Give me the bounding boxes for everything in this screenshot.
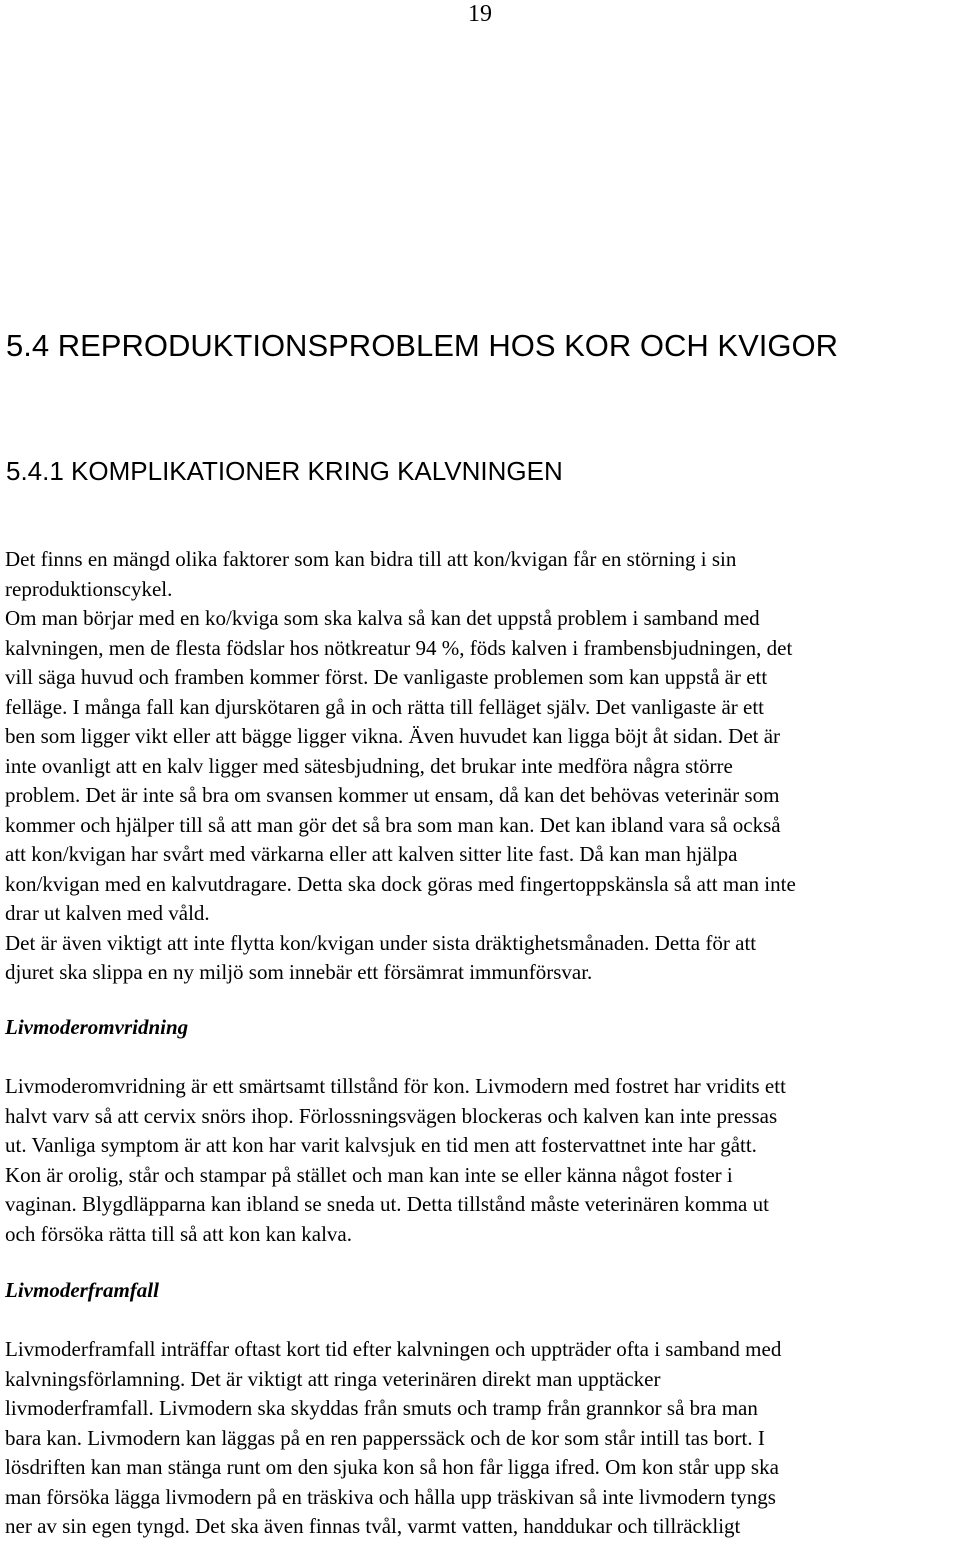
text-line: Det är även viktigt att inte flytta kon/kvigan under sista dräktighetsmånaden. Detta för att xyxy=(5,930,757,955)
text-line: Livmoderomvridning är ett smärtsamt tillstånd för kon. Livmodern med fostret har vridits ett xyxy=(5,1074,786,1098)
text-line: ner av sin egen tyngd. Det ska även finnas tvål, varmt vatten, handdukar och tillräckligt xyxy=(5,1514,741,1538)
text-line: att kon/kvigan har svårt med värkarna eller att kalven sitter lite fast. Då kan man hjälpa xyxy=(5,842,738,866)
text-line: reproduktionscykel. xyxy=(5,576,173,601)
text-line: ut. Vanliga symptom är att kon har varit kalvsjuk en tid men att fostervattnet inte har gått. xyxy=(5,1133,757,1157)
paragraph-livmoderomvridning xyxy=(5,1072,957,1249)
text-line: man försöka lägga livmodern på en träskiva och hålla upp träskivan så inte livmodern tyngs xyxy=(5,1484,776,1509)
text-line: och försöka rätta till så att kon kan kalva. xyxy=(5,1221,352,1246)
subheading-livmoderomvridning: Livmoderomvridning xyxy=(5,1015,189,1039)
text-line: ben som ligger vikt eller att bägge ligger vikna. Även huvudet kan ligga böjt åt sidan. Det är xyxy=(5,724,781,748)
text-line: djuret ska slippa en ny miljö som innebär ett försämrat immunförsvar. xyxy=(5,960,593,984)
text-line: kalvningen, men de flesta födslar hos nötkreatur 94 %, föds kalven i frambensbjudningen, det xyxy=(5,635,793,660)
text-line: felläge. I många fall kan djurskötaren gå in och rätta till felläget själv. Det vanligaste är ett xyxy=(5,694,765,719)
section-heading: 5.4 REPRODUKTIONSPROBLEM HOS KOR OCH KVIGOR xyxy=(6,328,838,363)
page-number: 19 xyxy=(468,1,492,27)
text-line: Kon är orolig, står och stampar på stället och man kan inte se eller känna något foster i xyxy=(5,1162,733,1187)
text-line: inte ovanligt att en kalv ligger med sätesbjudning, det brukar inte medföra några större xyxy=(5,753,733,778)
text-line: livmoderframfall. Livmodern ska skyddas från smuts och tramp från grannkor så bra man xyxy=(5,1396,758,1420)
text-line: bara kan. Livmodern kan läggas på en ren papperssäck och de kor som står intill tas bort. I xyxy=(5,1425,765,1450)
text-line: vaginan. Blygdläpparna kan ibland se sneda ut. Detta tillstånd måste veterinären komma ut xyxy=(5,1192,769,1216)
text-line: drar ut kalven med våld. xyxy=(5,901,210,925)
text-line: kalvningsförlamning. Det är viktigt att ringa veterinären direkt man upptäcker xyxy=(5,1366,661,1391)
text-line: kommer och hjälper till så att man gör det så bra som man kan. Det kan ibland vara så också xyxy=(5,812,781,837)
text-line: Det finns en mängd olika faktorer som kan bidra till att kon/kvigan får en störning i sin xyxy=(5,547,737,571)
text-line: halvt varv så att cervix snörs ihop. Förlossningsvägen blockeras och kalven kan inte pressas xyxy=(5,1103,778,1128)
subsection-heading: 5.4.1 KOMPLIKATIONER KRING KALVNINGEN xyxy=(6,456,563,486)
text-line: lösdriften kan man stänga runt om den sjuka kon så hon får ligga ifred. Om kon står upp ska xyxy=(5,1455,779,1479)
paragraph-livmoderframfall xyxy=(5,1335,957,1542)
subheading-livmoderframfall: Livmoderframfall xyxy=(5,1278,159,1302)
text-line: problem. Det är inte så bra om svansen kommer ut ensam, då kan det behövas veterinär som xyxy=(5,783,780,807)
text-line: Om man börjar med en ko/kviga som ska kalva så kan det uppstå problem i samband med xyxy=(5,606,760,630)
intro-paragraph xyxy=(5,545,957,988)
text-line: Livmoderframfall inträffar oftast kort tid efter kalvningen och uppträder ofta i samband med xyxy=(5,1337,782,1361)
text-line: vill säga huvud och framben kommer först. De vanligaste problemen som kan uppstå är ett xyxy=(5,665,768,689)
text-line: kon/kvigan med en kalvutdragare. Detta ska dock göras med fingertoppskänsla så att man inte xyxy=(5,871,796,896)
